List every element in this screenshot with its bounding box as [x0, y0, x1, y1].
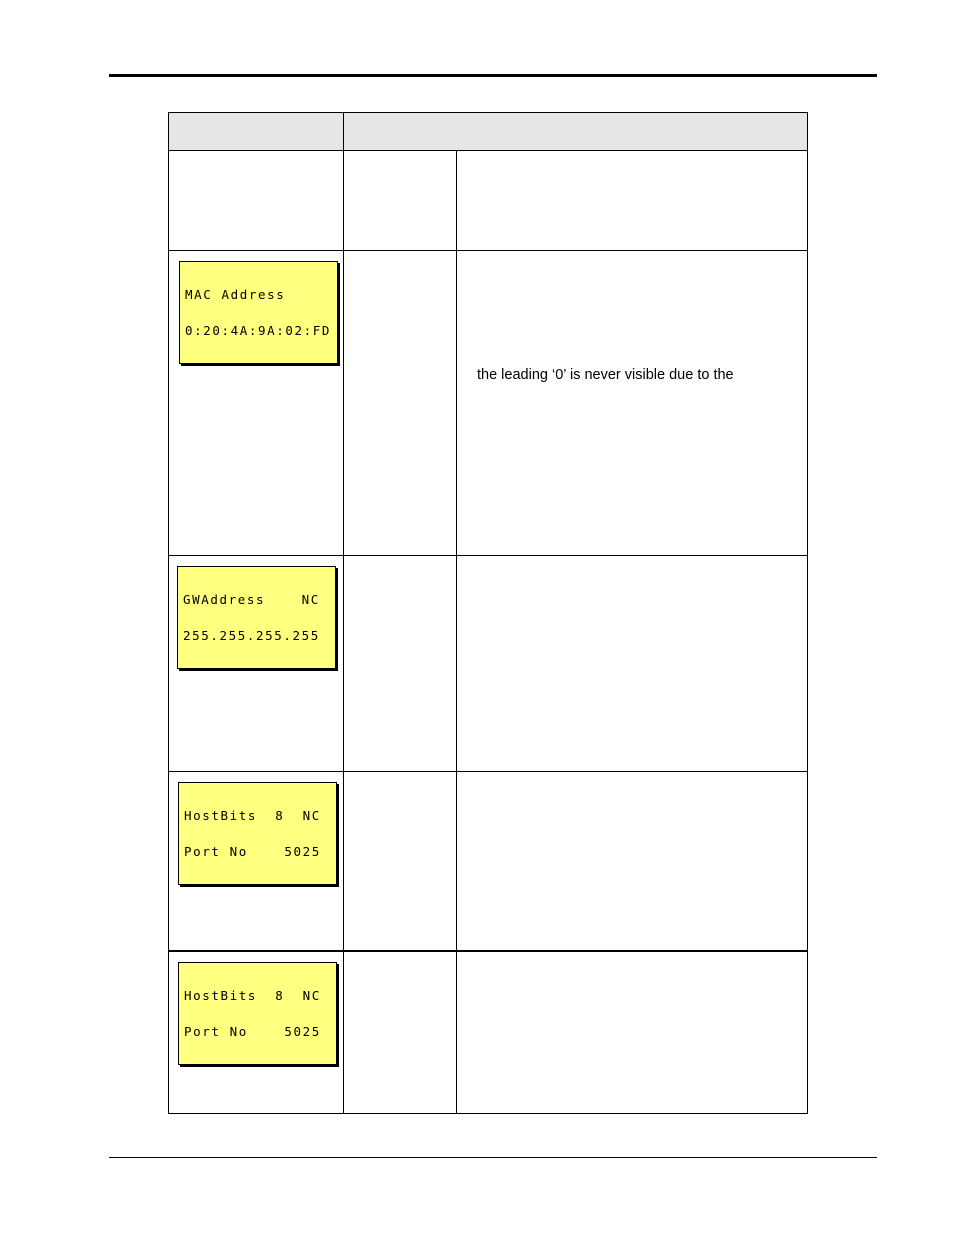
header-rule	[109, 74, 877, 77]
column-divider-1	[343, 112, 344, 1114]
lcd-line-2: 0:20:4A:9A:02:FD	[185, 323, 332, 338]
lcd-line-2: Port No 5025	[184, 844, 321, 859]
lcd-display-gateway	[177, 566, 336, 669]
lcd-line-2: Port No 5025	[184, 1024, 321, 1039]
table-header-row	[168, 112, 808, 150]
lcd-display-hostbits	[178, 782, 337, 885]
row-divider-3	[168, 771, 808, 772]
lcd-display-mac	[179, 261, 338, 364]
lcd-line-1: MAC Address	[185, 287, 286, 302]
lcd-line-1: HostBits 8 NC	[184, 808, 321, 823]
lcd-line-1: HostBits 8 NC	[184, 988, 321, 1003]
table-border-right	[807, 112, 808, 1114]
menu-table	[168, 112, 808, 1114]
table-border-top	[168, 112, 808, 113]
row-divider-4	[168, 950, 808, 952]
table-border-left	[168, 112, 169, 1114]
lcd-line-1: GWAddress NC	[183, 592, 320, 607]
footer-rule	[109, 1157, 877, 1158]
lcd-line-2: 255.255.255.255	[183, 628, 320, 643]
row-divider-2	[168, 555, 808, 556]
table-border-bottom	[168, 1113, 808, 1114]
column-divider-2	[456, 150, 457, 1114]
row-divider-1	[168, 250, 808, 251]
lcd-display-port	[178, 962, 337, 1065]
mac-note-text: the leading ‘0’ is never visible due to the	[477, 367, 734, 383]
row-divider-header	[168, 150, 808, 151]
